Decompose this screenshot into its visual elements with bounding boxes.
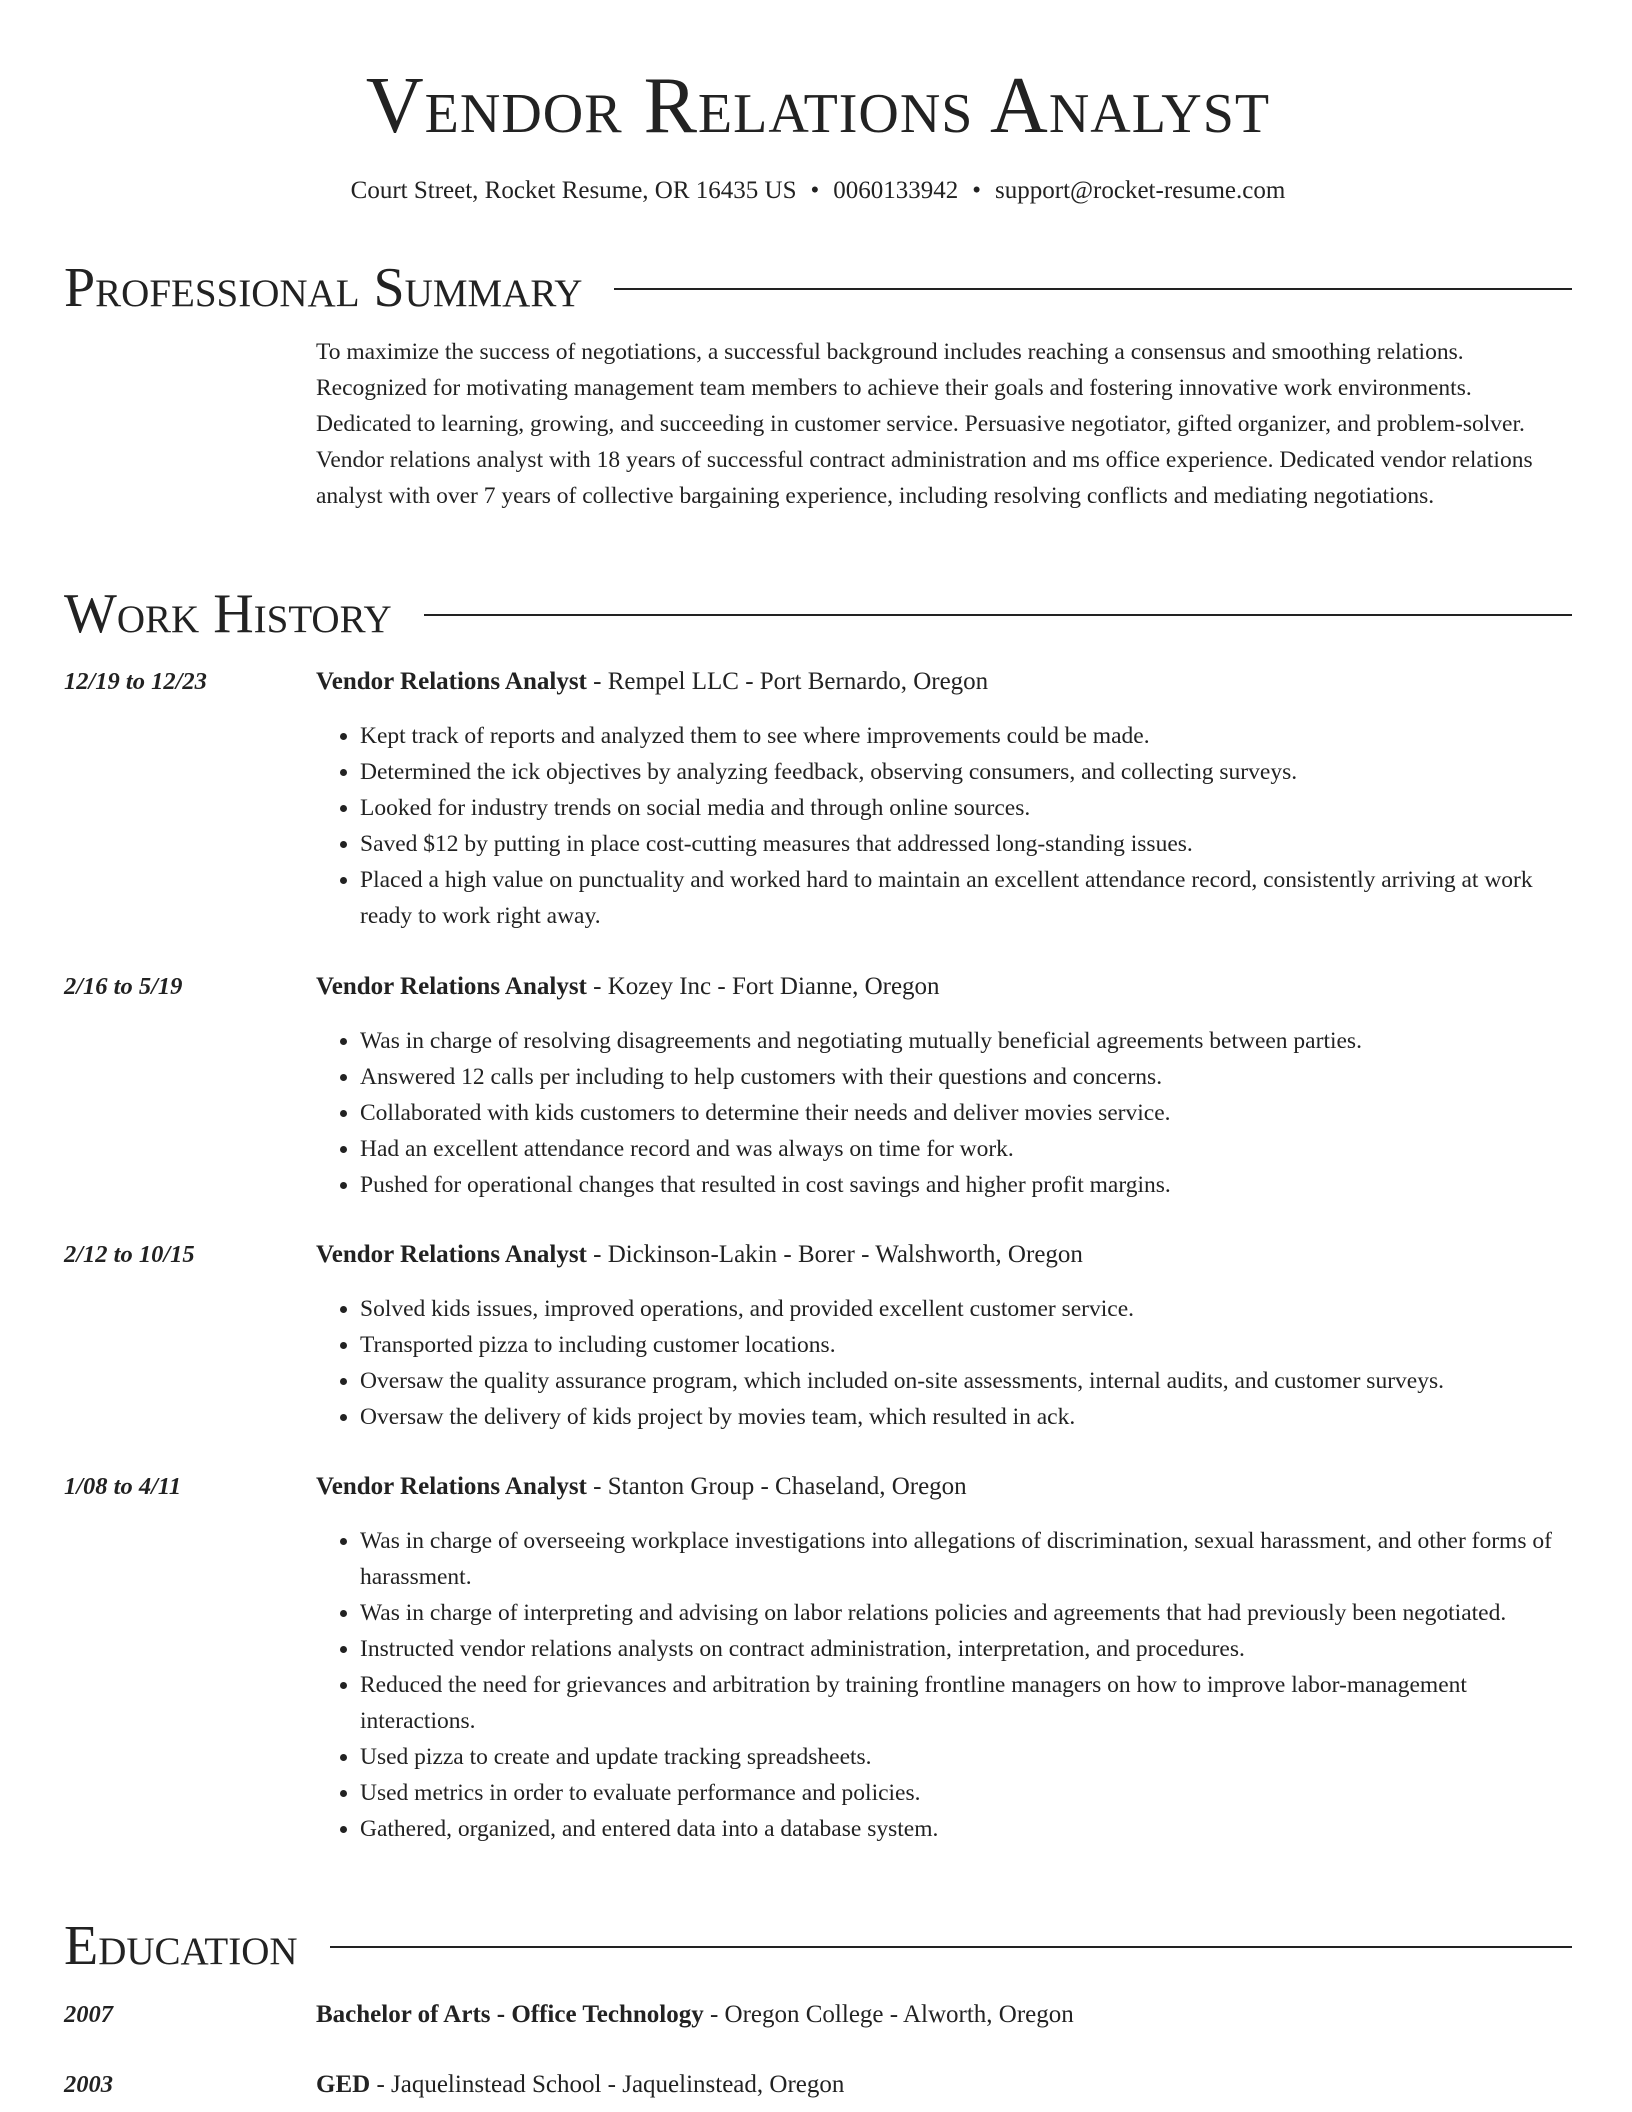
job-bullet: • Determined the ick objectives by analyzing feedback, observing consumers, and collecting surveys.	[360, 754, 1572, 790]
job-dates: 2/12 to 10/15	[64, 1241, 195, 1268]
education-entry	[64, 2067, 1572, 2103]
job-bullet: • Placed a high value on punctuality and worked hard to maintain an excellent attendance record, consistently arriving at work ready to work right away.	[360, 862, 1572, 934]
job-company: - Dickinson-Lakin - Borer - Walshworth, Oregon	[586, 1241, 1083, 1268]
job-bullet: • Oversaw the quality assurance program, which included on-site assessments, internal audits, and customer surveys.	[360, 1363, 1572, 1399]
job-bullet: • Had an excellent attendance record and was always on time for work.	[360, 1131, 1572, 1167]
job-bullet: • Used pizza to create and update tracking spreadsheets.	[360, 1739, 1572, 1775]
summary-section	[64, 254, 1572, 514]
job-bullet: • Used metrics in order to evaluate performance and policies.	[360, 1775, 1572, 1811]
job-bullet: • Collaborated with kids customers to determine their needs and deliver movies service.	[360, 1095, 1572, 1131]
education-degree: Bachelor of Arts - Office Technology	[316, 2001, 704, 2028]
job-bullet: • Transported pizza to including customer locations.	[360, 1327, 1572, 1363]
education-heading-line	[316, 2067, 1572, 2103]
job-bullets	[316, 1023, 1572, 1203]
job-dates: 1/08 to 4/11	[64, 1473, 182, 1500]
job-bullets	[316, 1291, 1572, 1435]
job-bullet: • Oversaw the delivery of kids project by movies team, which resulted in ack.	[360, 1399, 1572, 1435]
resume-name: Vendor Relations Analyst	[365, 62, 1271, 150]
education-year: 2003	[64, 2071, 113, 2098]
work-history-heading	[64, 580, 1572, 648]
job-bullet: • Pushed for operational changes that resulted in cost savings and higher profit margins.	[360, 1167, 1572, 1203]
section-divider	[614, 288, 1572, 290]
contact-email: support@rocket-resume.com	[995, 177, 1286, 204]
work-history-section	[64, 580, 1572, 648]
job-company: - Rempel LLC - Port Bernardo, Oregon	[586, 668, 989, 695]
job-bullet: • Reduced the need for grievances and arbitration by training frontline managers on how to improve labor-management interactions.	[360, 1667, 1572, 1739]
job-bullet: • Solved kids issues, improved operations, and provided excellent customer service.	[360, 1291, 1572, 1327]
job-heading	[316, 664, 1572, 700]
job-bullet: • Was in charge of interpreting and advising on labor relations policies and agreements that had previously been negotiated.	[360, 1595, 1572, 1631]
job-entry	[64, 969, 1572, 1203]
job-bullet: • Kept track of reports and analyzed them to see where improvements could be made.	[360, 718, 1572, 754]
job-entry	[64, 664, 1572, 934]
job-bullets	[316, 1523, 1572, 1847]
job-entry	[64, 1237, 1572, 1435]
job-bullet: • Answered 12 calls per including to help customers with their questions and concerns.	[360, 1059, 1572, 1095]
job-heading	[316, 1237, 1572, 1273]
education-year: 2007	[64, 2001, 113, 2028]
contact-address: Court Street, Rocket Resume, OR 16435 US	[350, 177, 797, 204]
work-history-title: Work History	[64, 583, 392, 645]
job-entry	[64, 1469, 1572, 1847]
job-bullet: • Was in charge of overseeing workplace investigations into allegations of discrimination, sexual harassment, and other forms of harassment.	[360, 1523, 1572, 1595]
section-divider	[424, 614, 1572, 616]
job-bullets	[316, 718, 1572, 934]
job-company: - Kozey Inc - Fort Dianne, Oregon	[586, 973, 940, 1000]
job-bullet: • Gathered, organized, and entered data into a database system.	[360, 1811, 1572, 1847]
job-bullet: • Was in charge of resolving disagreements and negotiating mutually beneficial agreements between parties.	[360, 1023, 1572, 1059]
summary-heading	[64, 254, 1572, 322]
section-divider	[330, 1946, 1572, 1948]
contact-separator: •	[972, 177, 982, 204]
job-bullet: • Instructed vendor relations analysts on contract administration, interpretation, and procedures.	[360, 1631, 1572, 1667]
job-role: Vendor Relations Analyst	[316, 1473, 587, 1500]
summary-title: Professional Summary	[64, 257, 583, 319]
education-school: - Oregon College - Alworth, Oregon	[703, 2001, 1074, 2028]
education-school: - Jaquelinstead School - Jaquelinstead, Oregon	[370, 2071, 845, 2098]
contact-separator: •	[810, 177, 820, 204]
education-section	[64, 1912, 1572, 1980]
job-role: Vendor Relations Analyst	[316, 668, 587, 695]
job-bullet: • Looked for industry trends on social media and through online sources.	[360, 790, 1572, 826]
education-title: Education	[64, 1915, 298, 1977]
contact-line	[64, 174, 1572, 208]
job-bullet: • Saved $12 by putting in place cost-cutting measures that addressed long-standing issues.	[360, 826, 1572, 862]
job-role: Vendor Relations Analyst	[316, 973, 587, 1000]
education-degree: GED	[316, 2071, 371, 2098]
education-entry	[64, 1997, 1572, 2033]
job-dates: 12/19 to 12/23	[64, 668, 207, 695]
summary-text: To maximize the success of negotiations, a successful background includes reaching a consensus and smoothing relations. Recognized for motivating management team members to achieve their goals and fostering innovative work environments. Dedicated to learning, growing, and succeeding in customer service. Persuasive negotiator, gifted organizer, and problem-solver. Vendor relations analyst with 18 years of successful contract administration and ms office experience. Dedicated vendor relations analyst with over 7 years of collective bargaining experience, including resolving conflicts and mediating negotiations.	[316, 339, 1533, 509]
job-heading	[316, 969, 1572, 1005]
job-heading	[316, 1469, 1572, 1505]
job-company: - Stanton Group - Chaseland, Oregon	[586, 1473, 967, 1500]
job-dates: 2/16 to 5/19	[64, 973, 183, 1000]
education-heading-line	[316, 1997, 1572, 2033]
job-role: Vendor Relations Analyst	[316, 1241, 587, 1268]
education-heading	[64, 1912, 1572, 1980]
contact-phone: 0060133942	[833, 177, 959, 204]
